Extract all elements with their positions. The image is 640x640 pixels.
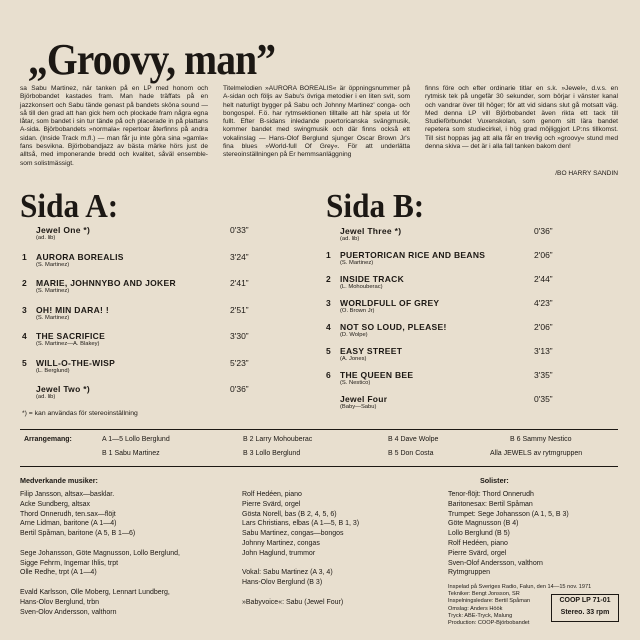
soloists-heading: Solister:: [480, 476, 509, 485]
musician-line: [242, 588, 359, 598]
stereo-footnote: *) = kan användas för stereoinställning: [22, 410, 138, 417]
track-title: WILL-O-THE-WISP: [36, 357, 116, 368]
soloist-line: Pierre Svärd, orgel: [448, 549, 507, 557]
track-duration: 0'36”: [534, 226, 553, 236]
track-duration: 2'06”: [534, 322, 553, 332]
track-title: THE SACRIFICE: [36, 331, 106, 341]
track-duration: 3'30”: [230, 331, 249, 341]
track-number: 1: [22, 251, 27, 262]
musician-line: Vokal: Sabu Martinez (A 3, 4): [242, 569, 333, 577]
track-title: Jewel Two *): [36, 384, 90, 394]
track-duration: 4'23”: [534, 298, 553, 308]
track-title: THE QUEEN BEE: [340, 370, 414, 380]
intro-column-3: finns före och efter ordinarie titlar en s.k. »Jewel«, d.v.s. en rytmisk tek på ungefär 30 sekunder, som börjar i vänster kanal och vandrar över till höger; för att vid sidans slut gå motsatt väg. Med denna LP vill Björbobandet även rikta ett tack till Studieförbundet Vuxenskolan, som genom sitt lära bandet repetera som studiecirkel, i hög grad möjliggjort LP:ns tillkomst. Till sist hoppas jag att alla får en trevlig och »groovy« stund med denna skiva — det är i alla fall tanken bakom den!: [425, 85, 618, 151]
track-number: 3: [22, 304, 27, 315]
arrangement-item: B 5 Don Costa: [388, 450, 434, 457]
soloists-list: [448, 490, 569, 578]
track-composer: (L. Mohouberac): [340, 284, 383, 290]
track-composer: (S. Martinez): [340, 260, 374, 266]
intro-column-2: Titelmelodien »AURORA BOREALIS« är öppningsnummer på A-sidan och följs av Sabu's övriga metodier i en liten svit, som helt naturligt bygger på Sabu och Johnny Martinez' conga- och bongospel. F.ö. har rytmsektionen tilltalle att här spela ut för fullt. Efter B-sidans inledande puertoricanska svängmusik, kommer bandet med swingmusik och där finns också ett vokalinslag — Hans-Olof Berglund sjunger Oscar Brown Jr's fina blues »World-full Of Grey«. För att underlätta stereoinställningen på Er hemmsanläggning: [223, 85, 410, 159]
track-duration: 2'44”: [534, 274, 553, 284]
track-number: 5: [326, 346, 331, 356]
musicians-column-1: [20, 490, 180, 617]
musician-line: Filip Jansson, altsax—basklar.: [20, 491, 115, 498]
track-composer: (S. Martinez): [36, 288, 70, 294]
arrangement-item: Alla JEWELS av rytmgruppen: [490, 450, 583, 457]
track-title: PUERTORICAN RICE AND BEANS: [340, 250, 486, 260]
catalog-number: COOP LP 71-01: [559, 597, 611, 604]
track-duration: 0'36”: [230, 384, 249, 394]
track-composer: (S. Nestico): [340, 380, 371, 386]
musician-line: Sven-Olov Andersson, valthorn: [20, 608, 117, 616]
track-title: EASY STREET: [340, 346, 403, 356]
arrangement-item: B 1 Sabu Martinez: [102, 450, 160, 457]
catalog-box: [551, 594, 619, 622]
track-duration: 3'24”: [230, 251, 249, 262]
track-title: Jewel One *): [36, 225, 91, 235]
track-number: 4: [326, 322, 331, 332]
soloist-line: Baritonesax: Bertil Spåman: [448, 500, 533, 508]
track-number: 4: [22, 331, 27, 341]
track-composer: (ad. lib): [36, 394, 56, 400]
track-duration: 5'23”: [230, 357, 249, 368]
musician-line: Thord Onnerudh, ten.sax—flöjt: [20, 510, 116, 518]
arrangement-item: B 4 Dave Wolpe: [388, 436, 439, 443]
musician-line: Arne Lidman, baritone (A 1—4): [20, 520, 117, 528]
track-duration: 2'51”: [230, 304, 249, 315]
track-composer: (L. Berglund): [36, 367, 70, 374]
musician-line: Evald Karlsson, Olle Moberg, Lennart Lundberg,: [20, 588, 170, 596]
arrangement-item: B 2 Larry Mohouberac: [243, 436, 313, 443]
track-composer: (S. Martinez): [36, 314, 70, 321]
musician-line: »Babyvoice«: Sabu (Jewel Four): [242, 598, 344, 606]
track-title: MARIE, JOHNNYBO AND JOKER: [36, 278, 176, 288]
arrangement-item: B 6 Sammy Nestico: [510, 436, 572, 443]
track-composer: (D. Wolpe): [340, 332, 368, 338]
soloist-line: Lollo Berglund (B 5): [448, 530, 510, 538]
track-composer: (S. Martinez): [36, 261, 70, 268]
track-number: 5: [22, 357, 27, 368]
soloist-line: Göte Magnusson (B 4): [448, 520, 519, 528]
track-title: WORLDFULL OF GREY: [340, 298, 440, 308]
musician-line: [20, 539, 180, 549]
soloist-line: Trumpet: Sege Johansson (A 1, 5, B 3): [448, 510, 569, 518]
arrangements-box: [20, 429, 618, 467]
track-title: Jewel Three *): [340, 226, 402, 236]
musician-line: Sege Johansson, Göte Magnusson, Lollo Berglund,: [20, 549, 180, 557]
musician-line: Pierre Svärd, orgel: [242, 500, 301, 508]
track-number: 2: [326, 274, 331, 284]
intro-column-1: sa Sabu Martinez, när tanken på en LP med honom och Björbobandet kastades fram. Man hade träffats på en jazzkonsert och Sabu tände genast på bandets sköna sound — så till den grad att han gick hem och plockade fram några egna låtar, som bandet i sin tur tände på och placerade in på plattans A-sida. Björbobandets »normala« repertoar återfinns på andra sidan. (Inside Track m.fl.) — man får ju inte göra sina »gamla« fans besvikna. Björbobandjazz av bästa märke hörs just de alltså, med imponerande bredd och kvalitet, såväl ensemble- som solistmässigt.: [20, 85, 208, 167]
soloist-line: Sven-Olof Andersson, valthorn: [448, 559, 543, 567]
musician-line: Bertil Spåman, baritone (A 5, B 1—6): [20, 530, 136, 538]
musician-line: Hans-Olov Berglund, trbn: [20, 598, 99, 606]
track-number: 2: [22, 278, 27, 288]
track-number: 3: [326, 298, 331, 308]
track-duration: 2'06”: [534, 250, 553, 260]
musician-line: Sigge Fehrm, Ingemar Ihlis, trpt: [20, 559, 119, 567]
musician-line: Johnny Martinez, congas: [242, 539, 320, 547]
musician-line: Olle Redhe, trpt (A 1—4): [20, 569, 97, 577]
musician-line: [20, 578, 180, 588]
signature: /BO HARRY SANDIN: [555, 170, 618, 177]
arrangement-item: A 1—5 Lollo Berglund: [102, 436, 170, 443]
track-title: AURORA BOREALIS: [36, 251, 124, 262]
musician-line: Hans-Olov Berglund (B 3): [242, 579, 323, 587]
track-title: OH! MIN DARA! !: [36, 304, 109, 315]
musician-line: John Haglund, trummor: [242, 549, 316, 557]
track-duration: 3'13”: [534, 346, 553, 356]
track-composer: (ad. lib): [36, 235, 56, 241]
arrangement-item: B 3 Lollo Berglund: [243, 450, 301, 457]
track-composer: (O. Brown Jr): [340, 308, 375, 314]
track-composer: (A. Jones): [340, 356, 367, 362]
album-title: „Groovy, man”: [28, 35, 276, 84]
track-composer: (S. Martinez—A. Blakey): [36, 341, 100, 347]
side-b-heading: Sida B:: [326, 188, 425, 225]
side-a-heading: Sida A:: [20, 188, 119, 225]
catalog-format: Stereo. 33 rpm: [560, 609, 610, 616]
musician-line: [242, 559, 359, 569]
soloist-line: Rytmgruppen: [448, 569, 491, 577]
musicians-column-2: [242, 490, 359, 608]
musician-line: Acke Sundberg, altsax: [20, 500, 91, 508]
track-composer: (Baby—Sabu): [340, 404, 377, 410]
track-title: NOT SO LOUD, PLEASE!: [340, 322, 447, 332]
musician-line: Rolf Hedéen, piano: [242, 491, 302, 498]
arrangements-label: Arrangemang:: [24, 436, 72, 443]
musician-line: Gösta Norell, bas (B 2, 4, 5, 6): [242, 510, 337, 518]
musician-line: Sabu Martinez, congas—bongos: [242, 530, 344, 538]
track-number: 1: [326, 250, 331, 260]
track-title: Jewel Four: [340, 394, 388, 404]
soloist-line: Tenor-flöjt: Thord Onnerudh: [448, 491, 534, 498]
production-credits: Inspelad på Sveriges Radio, Falun, den 14—15 nov. 1971 Tekniker: Bengt Jonsson, SR Inspelningsledare: Bertil Spåman Omslag: Anders Höök Tryck: ABE-Tryck, Malung Production: COOP-Björbobandet: [448, 584, 592, 627]
track-duration: 0'35”: [534, 394, 553, 404]
track-duration: 2'41”: [230, 278, 249, 288]
musicians-heading: Medverkande musiker:: [20, 476, 98, 485]
track-title: INSIDE TRACK: [340, 274, 405, 284]
soloist-line: Rolf Hedéen, piano: [448, 539, 508, 547]
musician-line: Lars Christians, elbas (A 1—5, B 1, 3): [242, 520, 360, 528]
track-duration: 3'35”: [534, 370, 553, 380]
track-number: 6: [326, 370, 331, 380]
track-composer: (ad. lib): [340, 236, 360, 242]
track-duration: 0'33”: [230, 225, 249, 235]
